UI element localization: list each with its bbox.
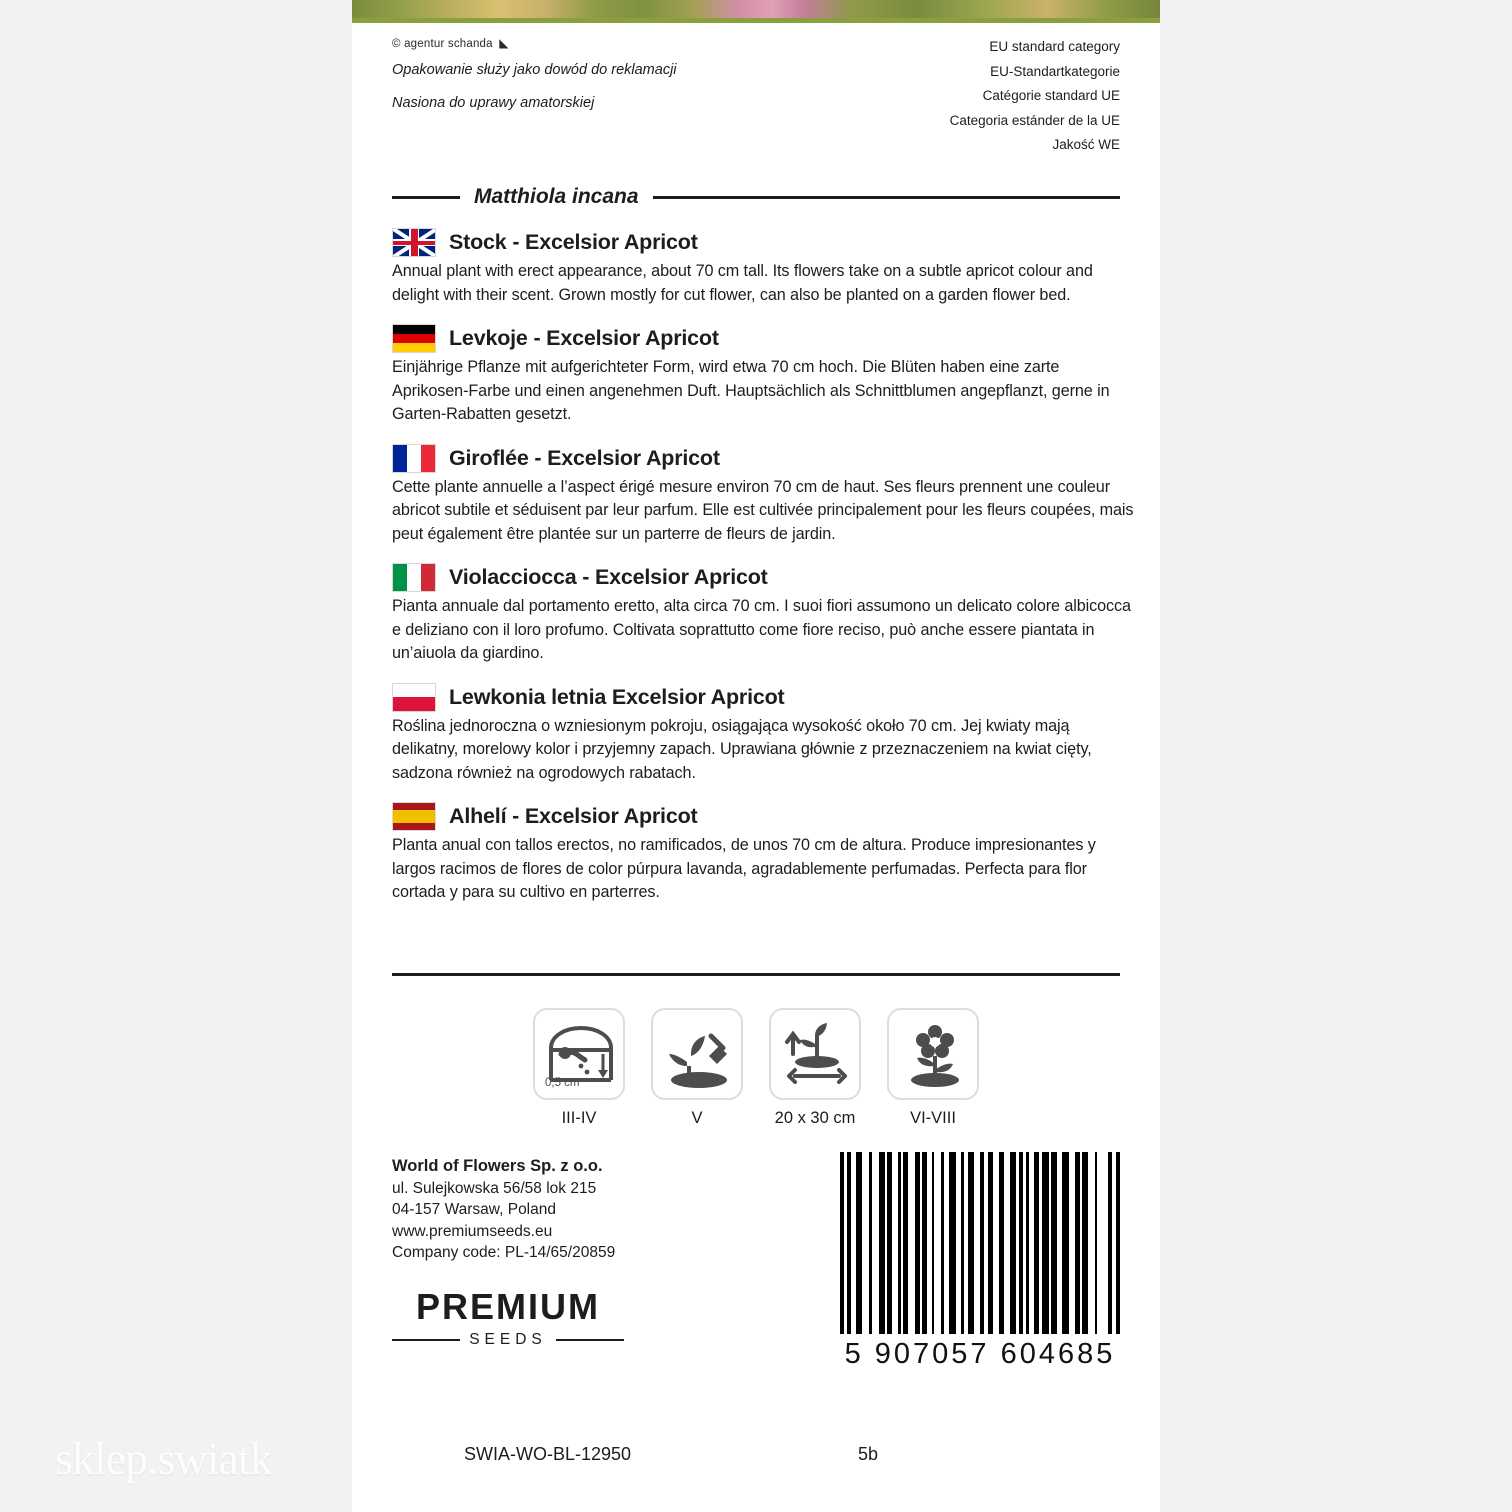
language-block-es [392,802,1132,905]
species-name-row [392,185,1120,209]
language-block-de [392,324,1132,427]
variety-description-fr: Cette plante annuelle a l’aspect érigé mesure environ 70 cm de haut. Ses fleurs prennent une couleur abricot subtile et séduisent par leur parfum. Elle est cultivée principalement pour les fleurs coupées, mais peut également être plantée sur un parterre de fleurs de jardin. [392,477,1134,543]
company-address-line-2: 04-157 Warsaw, Poland [392,1201,556,1218]
product-code: SWIA-WO-BL-12950 [464,1444,632,1464]
language-heading-pl [392,683,1132,712]
premium-seeds-logo [392,1288,624,1349]
variety-title-de: Levkoje - Excelsior Apricot [449,326,719,350]
flowering-icon [887,1008,979,1100]
language-block-fr [392,444,1132,547]
language-heading-de [392,324,1132,353]
company-block [392,1156,615,1264]
section-divider [392,973,1120,976]
language-heading-es [392,802,1132,831]
barcode-block [840,1152,1120,1371]
logo-rule-right [556,1339,624,1341]
agency-logo-icon: ◢ [498,36,509,50]
rule-right [653,196,1120,199]
complaint-note: Opakowanie służy jako dowód do reklamacji [392,62,677,78]
variety-title-it: Violacciocca - Excelsior Apricot [449,565,768,589]
barcode-bars [840,1152,1120,1334]
variety-description-de: Einjährige Pflanze mit aufgerichteter Form, wird etwa 70 cm hoch. Die Blüten haben eine zarte Aprikosen-Farbe und einen angenehmen Duft. Hauptsächlich als Schnittblumen angepflanzt, gerne in Garten-Rabatten gesetzt. [392,358,1110,423]
eu-category-block [950,35,1120,158]
spacing-icon [769,1008,861,1100]
variety-description-pl: Roślina jednoroczna o wzniesionym pokroju, osiągająca wysokość około 70 cm. Jej kwiaty mają delikatny, morelowy kolor i przyjemny zapach. Uprawiana głównie z przeznaczeniem na kwiat cięty, sadzona również na ogrodowych rabatach. [392,716,1092,782]
icon-cell-transplant [649,1008,745,1128]
variety-description-it: Pianta annuale dal portamento eretto, alta circa 70 cm. I suoi fiori assumono un delicato colore albicocca e deliziano con il loro profumo. Coltivata soprattutto come fiore reciso, può anche essere piantata in un’aiuola da giardino. [392,597,1131,662]
company-code: Company code: PL-14/65/20859 [392,1244,616,1261]
cultivation-icons [392,1008,1120,1128]
language-sections [392,228,1132,922]
variety-title-es: Alhelí - Excelsior Apricot [449,804,698,828]
variety-description-es: Planta anual con tallos erectos, no ramificados, de unos 70 cm de altura. Produce impresionantes y largos racimos de flores de color púrpura lavanda, agradablemente perfumadas. Perfecta para flor cortada y para su cultivo en parterres. [392,836,1096,901]
icon-cell-sowing [531,1008,627,1128]
language-block-it [392,563,1132,666]
de-flag-icon [392,324,436,353]
fr-flag-icon [392,444,436,473]
logo-sub-row [392,1331,624,1349]
logo-rule-left [392,1339,460,1341]
icon-cell-flowering [885,1008,981,1128]
seed-packet-back [352,0,1160,1512]
transplant-month-label: V [691,1109,703,1127]
variety-description-en: Annual plant with erect appearance, about 70 cm tall. Its flowers take on a subtle apricot colour and delight with their scent. Grown mostly for cut flower, can also be planted on a garden flower bed. [392,262,1093,304]
variety-title-en: Stock - Excelsior Apricot [449,230,698,254]
packet-header [392,30,1120,160]
eu-category-de: EU-Standartkategorie [990,63,1120,79]
site-watermark: sklep.swiatk [55,1433,272,1484]
logo-sub-text: SEEDS [469,1331,547,1348]
language-heading-it [392,563,1132,592]
green-accent-bar [352,18,1160,23]
language-block-pl [392,683,1132,786]
company-address-line-1: ul. Sulejkowska 56/58 lok 215 [392,1179,597,1197]
eu-category-en: EU standard category [989,39,1120,54]
species-latin-name: Matthiola incana [474,185,639,208]
sowing-depth-value: 0,5 cm [545,1077,580,1089]
packet-notes [392,60,692,126]
gb-flag-icon [392,228,436,257]
icon-cell-spacing [767,1008,863,1128]
eu-category-pl: Jakość WE [1052,137,1120,152]
language-heading-en [392,228,1132,257]
sowing-month-label: III-IV [561,1109,597,1127]
language-heading-fr [392,444,1132,473]
es-flag-icon [392,802,436,831]
eu-category-fr: Catégorie standard UE [982,88,1120,103]
it-flag-icon [392,563,436,592]
sowing-depth-icon [533,1008,625,1100]
logo-main-text: PREMIUM [416,1286,600,1327]
barcode-number: 5 907057 604685 [844,1338,1116,1370]
company-name: World of Flowers Sp. z o.o. [392,1157,603,1175]
company-website[interactable]: www.premiumseeds.eu [392,1222,553,1240]
spacing-value-label: 20 x 30 cm [774,1109,856,1127]
page-number: 5b [858,1444,879,1464]
eu-category-es: Categoria estánder de la UE [949,112,1120,128]
rule-left [392,196,460,199]
pl-flag-icon [392,683,436,712]
flowering-month-label: VI-VIII [910,1109,956,1127]
agency-credit [392,36,508,50]
agency-credit-text: © agentur schanda [392,38,493,50]
variety-title-fr: Giroflée - Excelsior Apricot [449,445,720,470]
amateur-cultivation-note: Nasiona do uprawy amatorskiej [392,95,595,111]
language-block-en [392,228,1132,307]
variety-title-pl: Lewkonia letnia Excelsior Apricot [449,684,785,709]
transplant-icon [651,1008,743,1100]
